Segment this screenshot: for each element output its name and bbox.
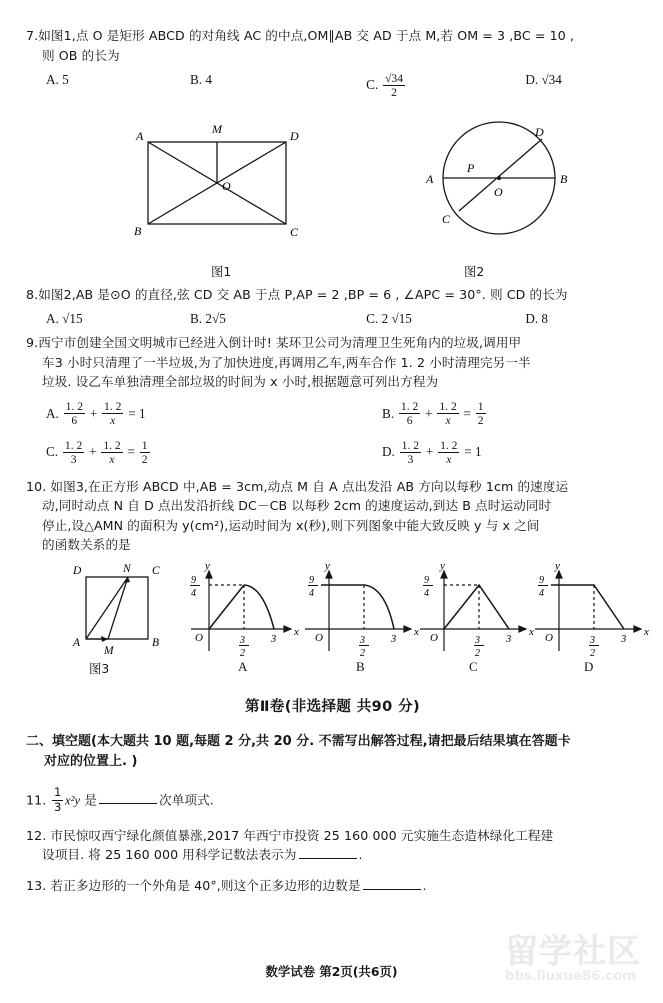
option-8-c-label: C. [366,311,379,327]
question-11-answer-blank[interactable] [99,792,157,804]
graph-d-xtick-mid-num: 3 [590,634,595,646]
graph-b-origin-label: O [315,631,323,644]
graph-c-x-axis-label: x [529,625,534,638]
graph-c-ymax-num: 9 [424,574,429,586]
option-9-d-label: D. [382,444,395,460]
graph-d-x-axis-label: x [644,625,649,638]
graph-a-ymax-den: 4 [191,587,196,599]
option-9-d-plus: + [425,444,434,460]
figure-2-center-O: O [494,184,503,199]
figure-1-vertex-A: A [136,128,144,143]
question-9 [26,333,639,467]
option-9-c-label: C. [46,444,59,460]
option-9-d-fraction-2 [438,439,459,467]
option-7-c-label: C. [366,76,379,92]
option-9-d-num-1: 1. 2 [401,438,420,452]
graph-a-origin-label: O [195,631,203,644]
question-12-line-2 [26,845,639,865]
figure-3-square-diagram [56,559,176,659]
graph-a-y-axis-label: y [205,559,210,572]
graph-option-c[interactable] [416,559,544,659]
option-9-b-fraction-rhs [476,400,486,428]
graph-b-xtick-mid-den: 2 [360,647,365,659]
question-9-line-1: 9.西宁市创建全国文明城市已经进入倒计时! 某环卫公司为清理卫生死角内的垃圾,调用甲 [26,335,522,351]
option-9-c-den-1: 3 [70,453,77,467]
option-7-d-label: D. [525,72,539,87]
option-9-a-num-2: 1. 2 [104,400,122,414]
graph-d-xtick-end: 3 [621,633,627,645]
question-13-text: 13. 若正多边形的一个外角是 40°,则这个正多边形的边数是 [26,877,361,893]
graph-a-x-axis-label: x [294,625,299,638]
graph-b-xtick-mid-num: 3 [360,634,365,646]
graph-c-ymax-den: 4 [424,587,429,599]
option-9-b-rhs-den: 2 [477,414,484,428]
figure-3-caption: 图3 [89,660,110,676]
question-10-line-3: 停止,设△AMN 的面积为 y(cm²),运动时间为 x(秒),则下列图象中能大致反映 y 与 x 之间 [42,517,540,533]
page-footer: 数学试卷 第2页(共6页) [265,964,398,979]
graph-label-b: B [356,658,365,674]
option-9-a-den-1: 6 [71,414,78,428]
option-9-b[interactable] [382,401,639,429]
figure-3-vertex-C: C [152,564,160,577]
question-8-options [26,311,639,327]
question-11-fraction [52,786,63,814]
option-9-c-equals: = [127,444,135,460]
graph-a-xtick-mid-num: 3 [240,634,245,646]
figure-3-vertex-D: D [73,564,82,577]
figure-1-vertex-C: C [290,224,299,239]
question-12 [26,826,639,865]
question-7 [26,26,639,100]
question-11-number: 11. [26,792,47,808]
question-11-text-after: 次单项式. [159,792,214,808]
option-9-a-den-2: x [110,414,116,428]
option-8-d[interactable]: D. 8 [525,311,549,327]
option-9-c-num-1: 1. 2 [64,438,83,452]
option-9-b-fraction-2 [437,400,458,428]
figure-3-arrow-M [101,636,108,642]
graph-a-xtick-mid-den: 2 [240,647,245,659]
figure-2-vertex-C: C [442,211,451,226]
section-2-heading-line-2: 对应的位置上. ) [44,753,138,769]
option-9-a-label: A. [46,405,59,421]
figure-2-vertex-D: D [535,124,544,139]
figure-1-vertex-D: D [290,128,299,143]
watermark-text: 留学社区 [505,931,641,970]
question-11-denominator: 3 [53,799,62,814]
graph-b-y-axis-label: y [325,559,330,572]
option-9-a-num-1: 1. 2 [65,400,84,414]
option-9-a[interactable] [46,401,382,429]
option-9-c-fraction-rhs [140,439,150,467]
question-9-options-row-2 [26,439,639,467]
figure-1-vertex-O: O [222,178,231,193]
option-9-a-plus: + [89,405,98,421]
figure-2-circle-diagram [404,112,614,252]
graph-label-d: D [584,658,594,674]
option-9-c-rhs-den: 2 [141,453,148,467]
question-12-line-2-text: 设项目. 将 25 160 000 用科学记数法表示为 [42,847,297,863]
watermark-url: bbs.liuxue86.com [505,968,636,984]
option-8-b-label: B. [189,311,203,327]
graph-d-xtick-mid-den: 2 [590,647,595,659]
graph-c-xtick-end: 3 [506,633,512,645]
question-8-line-1: 8.如图2,AB 是⊙O 的直径,弦 CD 交 AB 于点 P,AP = 2 ,BP = 6 , ∠APC = 30°. 则 CD 的长为 [26,286,568,302]
graph-d-ymax-den: 4 [539,587,544,599]
question-11-text-before: 是 [84,792,98,808]
question-10-figures-row [26,559,649,659]
question-7-line-1: 7.如图1,点 O 是矩形 ABCD 的对角线 AC 的中点,OM∥AB 交 AD 于点 M,若 OM = 3 ,BC = 10 , [26,28,575,43]
graph-c-xtick-mid-num: 3 [475,634,480,646]
option-8-a[interactable] [46,311,190,327]
option-9-b-fraction-1 [399,400,420,428]
graph-b-xtick-end: 3 [391,633,397,645]
option-9-b-den-1: 6 [406,414,413,428]
graph-a-xtick-end: 3 [271,633,277,645]
section-2-heading-line-1: 二、填空题(本大题共 10 题,每题 2 分,共 20 分. 不需写出解答过程,请把最后结果填在答题卡 [26,733,571,749]
option-8-c[interactable] [366,311,525,327]
option-9-c[interactable] [46,439,382,467]
figure-1-vertex-M: M [212,121,222,136]
figure-3-vertex-B: B [152,636,160,649]
option-7-a[interactable]: A. 5 [46,72,69,87]
option-7-c-numerator: √34 [385,71,404,85]
option-8-b[interactable] [190,311,366,327]
question-7-line-2: 则 OB 的长为 [42,47,120,63]
option-9-d-den-2: x [446,453,452,467]
option-9-c-num-2: 1. 2 [103,438,121,452]
option-7-c-fraction [383,72,405,100]
question-9-options-row-1 [26,401,639,429]
option-9-d-num-2: 1. 2 [440,438,458,452]
option-9-b-rhs-num: 1 [477,400,484,414]
question-8 [26,285,639,328]
question-11-numerator: 1 [53,785,62,800]
option-9-a-fraction-1 [64,400,85,428]
graph-label-a: A [238,658,248,674]
option-9-d-rhs: = 1 [464,444,482,460]
graph-b-ymax-den: 4 [309,587,314,599]
figure-2-caption: 图2 [464,263,485,279]
question-13 [26,876,639,896]
question-10 [26,477,639,555]
option-8-c-value: 2 √15 [381,311,412,327]
option-7-d-value: √34 [541,72,562,87]
option-9-c-plus: + [89,444,97,460]
option-8-b-value: 2√5 [205,311,226,327]
figure-3-vertex-N: N [123,562,131,575]
option-9-c-fraction-1 [63,439,84,467]
option-9-d-den-1: 3 [407,453,414,467]
graph-d-ymax-num: 9 [539,574,544,586]
graph-option-b[interactable] [301,559,429,659]
option-9-b-num-2: 1. 2 [439,400,457,414]
figure-1-caption: 图1 [211,263,232,279]
graph-d-origin-label: O [545,631,553,644]
graph-a-ymax-num: 9 [191,574,196,586]
option-7-c[interactable] [366,72,525,100]
question-12-line-1: 12. 市民惊叹西宁绿化颜值暴涨,2017 年西宁市投资 25 160 000 元实施生态造林绿化工程建 [26,827,554,843]
option-9-a-fraction-2 [102,400,123,428]
question-12-answer-blank[interactable] [299,847,357,859]
question-9-line-2: 车3 小时只清理了一半垃圾,为了加快进度,再调用乙车,两车合作 1. 2 小时清理完另一半 [42,354,531,370]
graph-d-y-axis-label: y [555,559,560,572]
option-9-b-label: B. [382,405,395,421]
graph-b-x-axis-label: x [414,625,419,638]
graph-label-c: C [469,658,478,674]
option-9-b-equals: = [463,405,471,421]
paper-2-heading: 第Ⅱ卷(非选择题 共90 分) [244,698,421,715]
figure-2-vertex-B: B [560,171,568,186]
option-7-b[interactable]: B. 4 [189,72,212,87]
figure-1-vertex-B: B [134,223,142,238]
question-9-line-3: 垃圾. 设乙车单独清理全部垃圾的时间为 x 小时,根据题意可列出方程为 [42,374,439,390]
graph-c-origin-label: O [430,631,438,644]
question-10-line-1: 10. 如图3,在正方形 ABCD 中,AB = 3cm,动点 M 自 A 点出发沿 AB 方向以每秒 1cm 的速度运 [26,478,569,494]
option-9-c-rhs-num: 1 [141,438,148,452]
option-7-c-denominator: 2 [391,85,397,99]
graph-option-d[interactable] [531,559,659,659]
question-11 [26,787,639,815]
figures-row-1 [26,112,639,262]
figure-1-rectangle-diagram [116,120,326,240]
figure-3-vertex-M: M [104,644,114,657]
question-7-options [26,72,639,100]
graph-c-y-axis-label: y [440,559,445,572]
option-9-c-den-2: x [109,453,115,467]
option-9-d-fraction-1 [400,439,421,467]
figure-2-vertex-P: P [467,160,475,175]
graph-option-a[interactable] [181,559,309,659]
option-9-b-num-1: 1. 2 [400,400,419,414]
option-8-a-label: A. [46,311,59,327]
question-12-period: . [358,847,363,863]
option-9-a-rhs: = 1 [128,405,146,421]
question-13-period: . [422,877,427,893]
figure-3-vertex-A: A [73,636,81,649]
question-10-line-4: 的函数关系的是 [42,537,131,553]
option-9-c-fraction-2 [101,439,122,467]
option-8-a-value: √15 [62,311,83,327]
option-9-d[interactable] [382,439,639,467]
question-11-line [26,787,639,815]
option-7-d[interactable] [525,72,639,100]
question-13-line [26,876,639,896]
figure-2-vertex-A: A [426,171,434,186]
figure-captions-row-1 [26,262,639,282]
figure-2-center-dot [497,176,501,180]
option-9-b-den-2: x [445,414,451,428]
question-11-expression: x²y [64,793,81,808]
option-9-b-plus: + [425,405,433,421]
question-13-answer-blank[interactable] [363,878,421,890]
graph-c-xtick-mid-den: 2 [475,647,480,659]
graph-b-ymax-num: 9 [309,574,314,586]
question-10-line-2: 动,同时动点 N 自 D 点出发沿折线 DC－CB 以每秒 2cm 的速度运动,到达 B 点时运动同时 [42,498,552,514]
question-10-option-labels [26,659,639,681]
